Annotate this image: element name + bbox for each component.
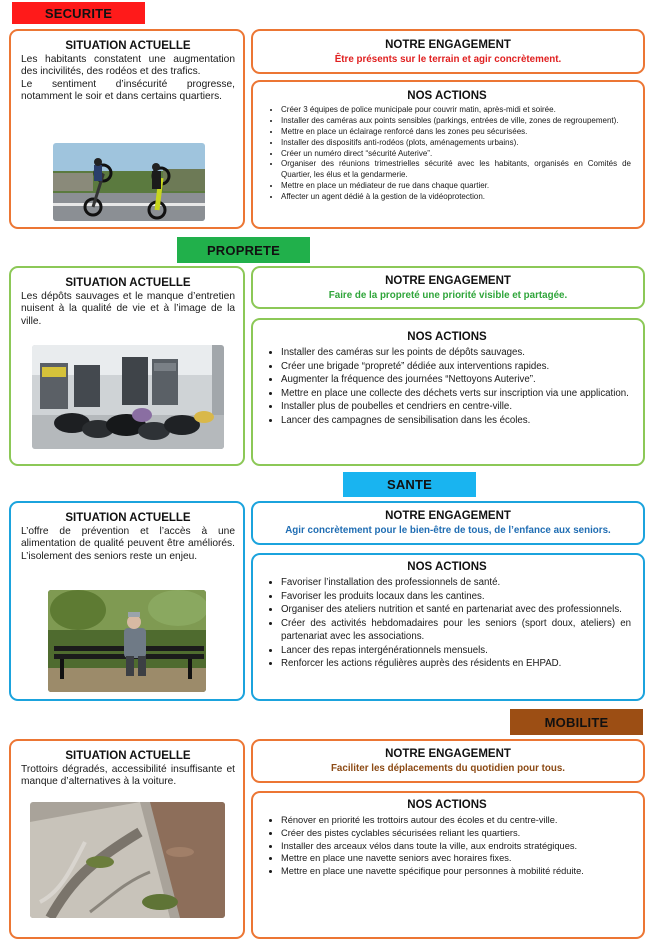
action-item: • Créer 3 équipes de police municipale pour couvrir matin, après-midi et soirée.	[281, 105, 631, 116]
engagement-title: NOTRE ENGAGEMENT	[385, 39, 511, 51]
engagement-text: Agir concrètement pour le bien-être de tous, de l’enfance aux seniors.	[285, 525, 611, 536]
action-item: • Créer une brigade “propreté” dédiée aux interventions rapides.	[281, 360, 631, 374]
action-item: • Renforcer les actions régulières auprès des résidents en EHPAD.	[281, 657, 631, 671]
photo-motorbike-rodeo	[53, 143, 205, 221]
section-banner-mobilite	[510, 709, 643, 735]
actions-list	[263, 576, 631, 671]
action-item: • Créer des activités hebdomadaires pour les seniors (sport doux, ateliers) en partenariat avec les associations.	[281, 617, 631, 644]
section-banner-securite	[12, 2, 145, 24]
photo-illegal-dumping	[32, 345, 224, 449]
action-item: • Augmenter la fréquence des journées “Nettoyons Auterive”.	[281, 373, 631, 387]
action-item: • Installer des caméras sur les points de dépôts sauvages.	[281, 346, 631, 360]
actions-title: NOS ACTIONS	[407, 90, 487, 102]
action-item: • Favoriser l’installation des professionnels de santé.	[281, 576, 631, 590]
action-item: • Installer des arceaux vélos dans toute la ville, aux endroits stratégiques.	[281, 840, 631, 853]
engagement-text: Faciliter les déplacements du quotidien pour tous.	[330, 763, 566, 774]
engagement-title: NOTRE ENGAGEMENT	[385, 510, 511, 522]
action-item: • Installer des caméras aux points sensibles (parkings, entrées de ville, zones de regroupement).	[281, 116, 631, 127]
action-item: • Favoriser les produits locaux dans les cantines.	[281, 590, 631, 604]
actions-list	[263, 346, 631, 427]
engagement-text: Faire de la propreté une priorité visible et partagée.	[328, 290, 568, 301]
situation-paragraph: Le sentiment d’insécurité progresse, notamment le soir et dans certains quartiers.	[21, 78, 235, 103]
photo-damaged-sidewalk	[30, 802, 225, 918]
action-item: • Rénover en priorité les trottoirs autour des écoles et du centre-ville.	[281, 814, 631, 827]
situation-paragraph: Les habitants constatent une augmentation des incivilités, des rodéos et des trafics.	[21, 54, 235, 78]
actions-box-sante	[251, 553, 645, 701]
section-banner-sante	[343, 472, 476, 497]
engagement-box-sante	[251, 501, 645, 545]
engagement-title: NOTRE ENGAGEMENT	[385, 275, 511, 287]
situation-paragraph: Les dépôts sauvages et le manque d’entretien nuisent à la qualité de vie et à l’image de la ville.	[21, 291, 235, 327]
section-banner-label: PROPRETE	[206, 242, 281, 258]
actions-box-mobilite	[251, 791, 645, 939]
engagement-title: NOTRE ENGAGEMENT	[385, 748, 511, 760]
section-banner-label: SANTE	[386, 477, 433, 492]
section-banner-label: SECURITE	[44, 5, 113, 21]
situation-paragraph: L’offre de prévention et l’accès à une alimentation de qualité peuvent être améliorés. L’isolement des seniors reste un enjeu.	[21, 526, 235, 562]
action-item: • Affecter un agent dédié à la gestion de la vidéoprotection.	[281, 192, 631, 203]
action-item: • Mettre en place un médiateur de rue dans chaque quartier.	[281, 181, 631, 192]
actions-box-proprete	[251, 318, 645, 466]
actions-box-securite	[251, 80, 645, 229]
action-item: • Installer des dispositifs anti-rodéos (plots, aménagements urbains).	[281, 138, 631, 149]
situation-title: SITUATION ACTUELLE	[65, 512, 191, 524]
engagement-text: Être présents sur le terrain et agir concrètement.	[334, 54, 562, 65]
situation-paragraph: Trottoirs dégradés, accessibilité insuffisante et manque d’alternatives à la voiture.	[21, 764, 235, 788]
actions-title: NOS ACTIONS	[407, 799, 487, 811]
situation-title: SITUATION ACTUELLE	[65, 40, 191, 52]
situation-title: SITUATION ACTUELLE	[65, 750, 191, 762]
engagement-box-securite	[251, 29, 645, 74]
action-item: • Lancer des campagnes de sensibilisation dans les écoles.	[281, 414, 631, 428]
situation-title: SITUATION ACTUELLE	[65, 277, 191, 289]
action-item: • Mettre en place une collecte des déchets verts sur inscription via une application.	[281, 387, 631, 401]
action-item: • Lancer des repas intergénérationnels mensuels.	[281, 644, 631, 658]
actions-title: NOS ACTIONS	[407, 561, 487, 573]
actions-title: NOS ACTIONS	[407, 331, 487, 343]
action-item: • Créer un numéro direct “sécurité Auterive”.	[281, 149, 631, 160]
actions-list	[263, 814, 631, 878]
action-item: • Mettre en place une navette spécifique pour personnes à mobilité réduite.	[281, 865, 631, 878]
section-banner-label: MOBILITE	[544, 714, 609, 730]
engagement-box-proprete	[251, 266, 645, 309]
action-item: • Mettre en place une navette seniors avec horaires fixes.	[281, 852, 631, 865]
engagement-box-mobilite	[251, 739, 645, 783]
action-item: • Organiser des réunions trimestrielles sécurité avec les habitants, organisés en Comités de Quartier, les élus et la gendarmerie.	[281, 159, 631, 181]
action-item: • Mettre en place un éclairage renforcé dans les zones peu sécurisées.	[281, 127, 631, 138]
section-banner-proprete	[177, 237, 310, 263]
action-item: • Créer des pistes cyclables sécurisées reliant les quartiers.	[281, 827, 631, 840]
actions-list	[263, 105, 631, 203]
action-item: • Organiser des ateliers nutrition et santé en partenariat avec des professionnels.	[281, 603, 631, 617]
action-item: • Installer plus de poubelles et cendriers en centre-ville.	[281, 400, 631, 414]
photo-senior-on-bench	[48, 590, 206, 692]
